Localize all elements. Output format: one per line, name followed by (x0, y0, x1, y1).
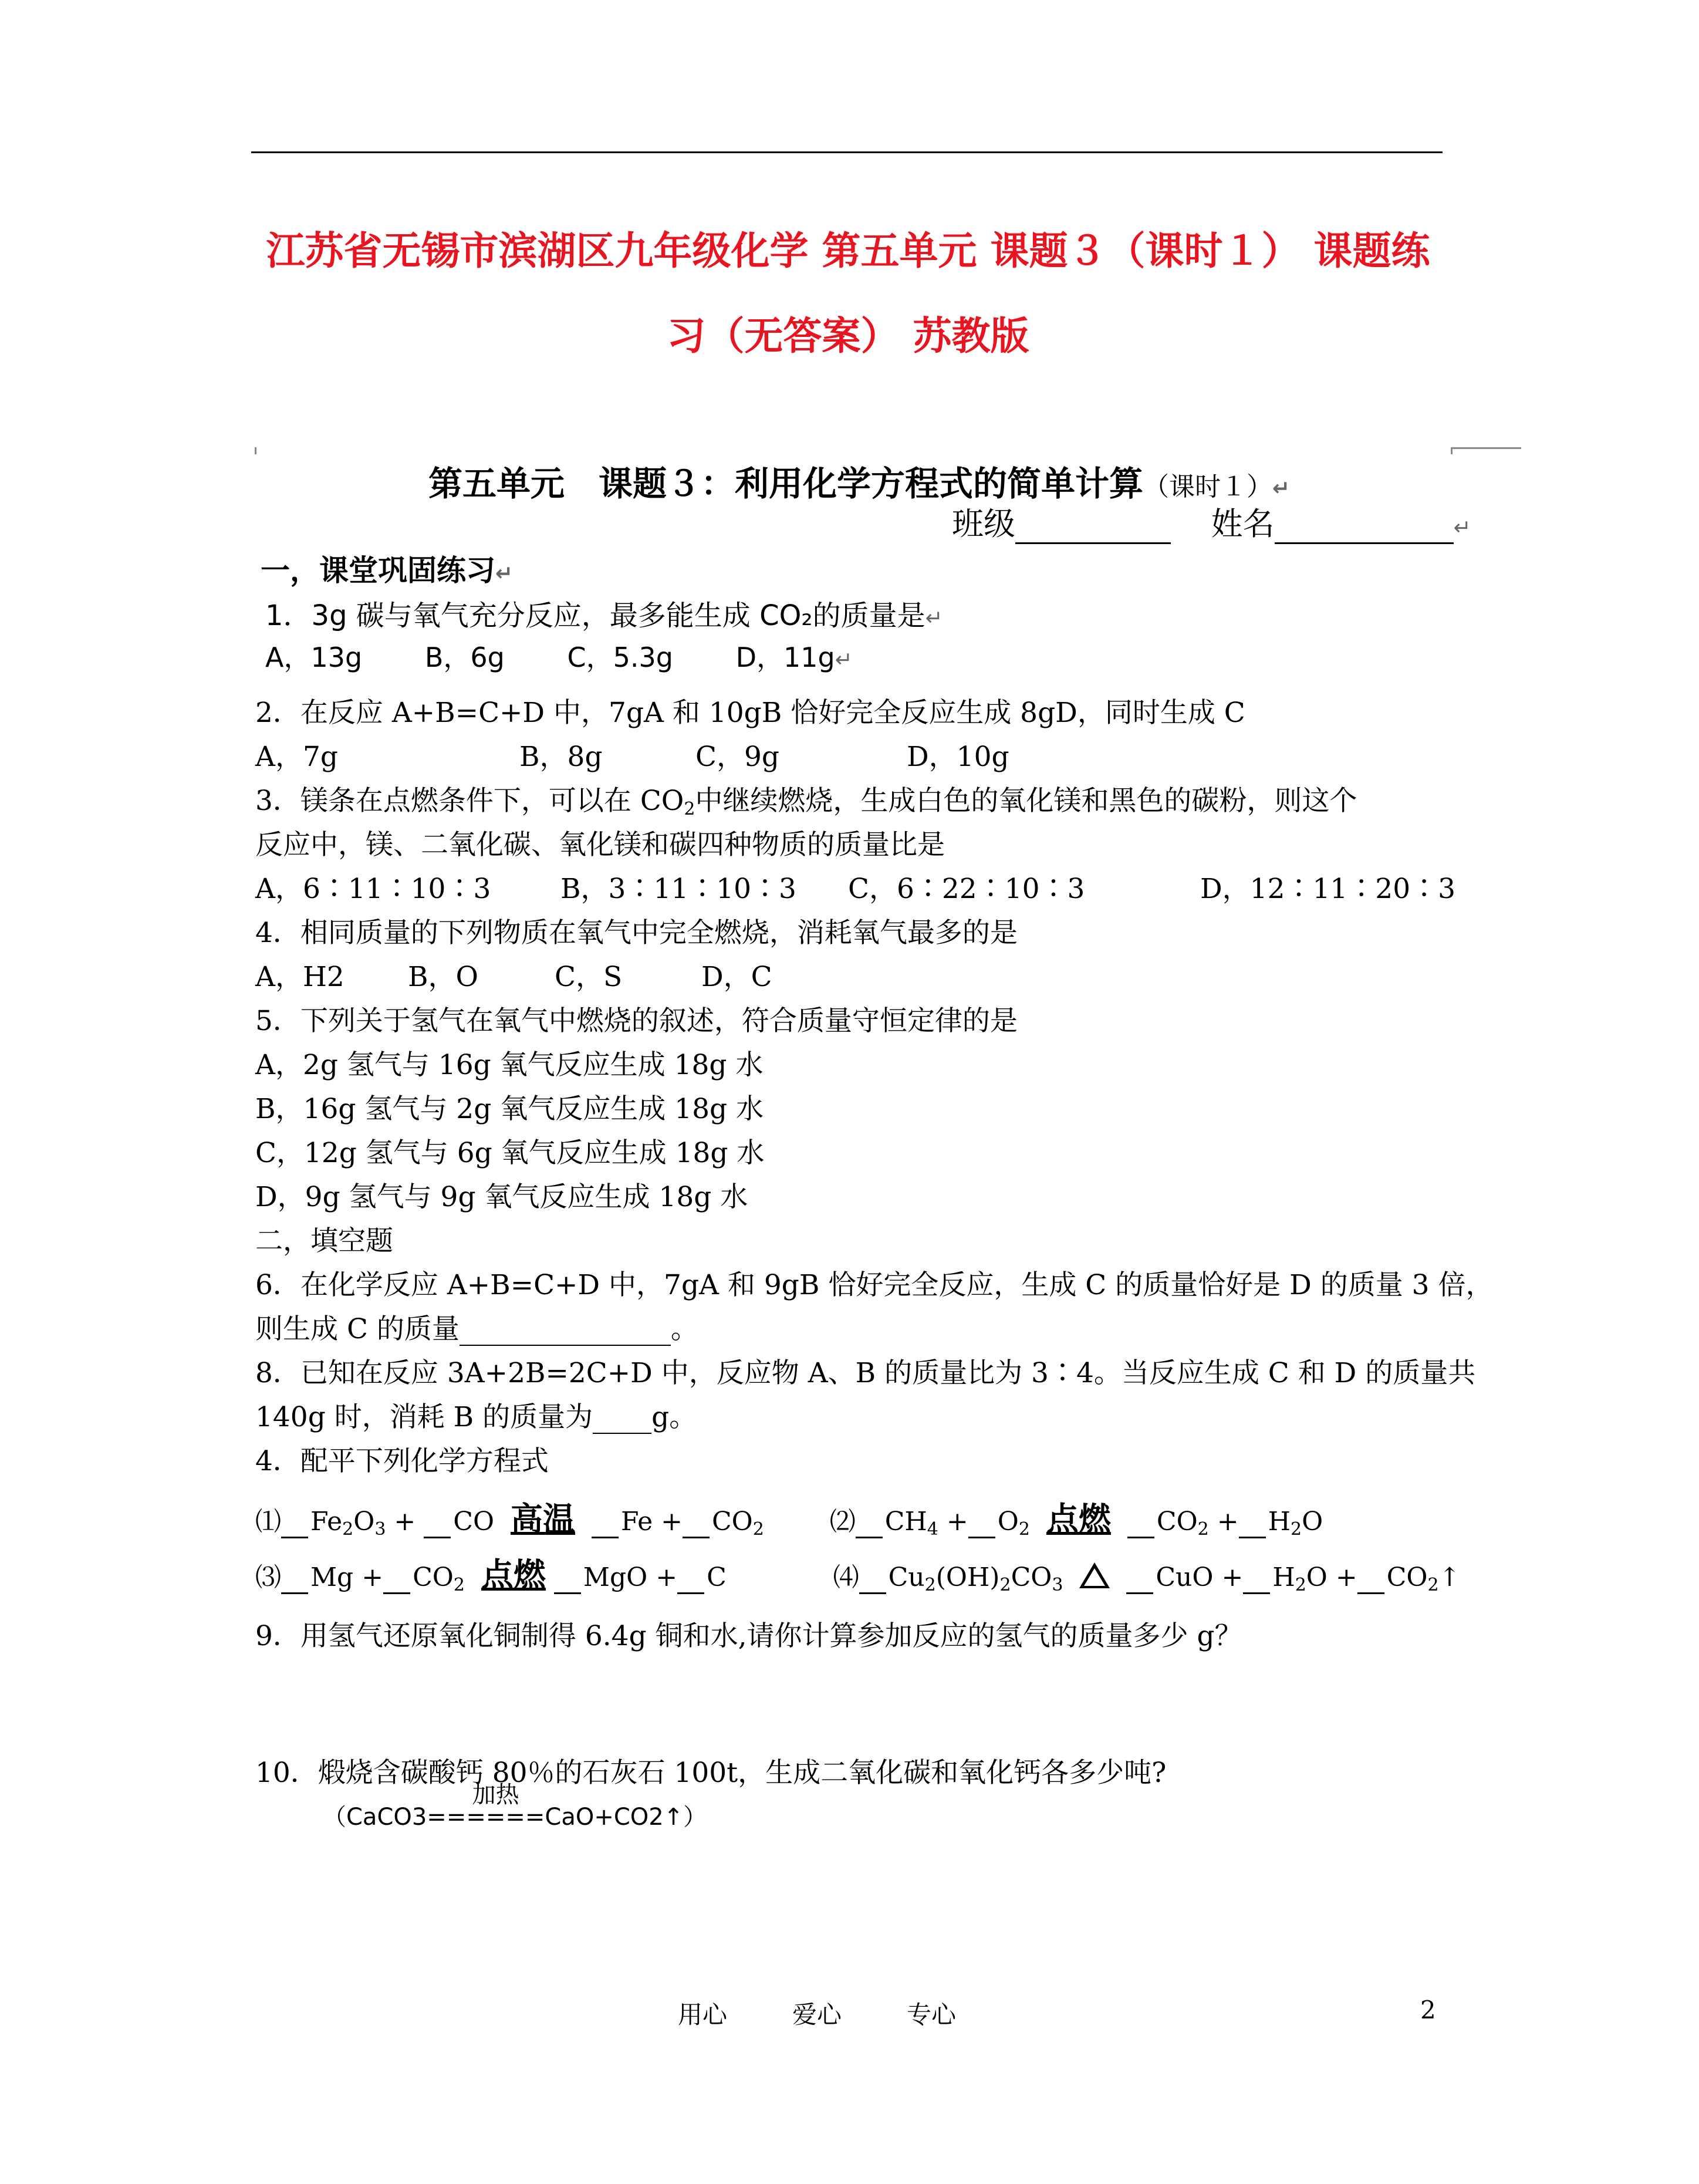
equation-row-1: ⑴ $Fe_2O_3$ + CO 高温 $Fe + CO_2$ ⑵ $CH_4 + O_2$ 点燃 $CO_2 + H_2O$ (255, 1500, 1323, 1540)
answer-blank (593, 1409, 651, 1434)
page-number: 2 (1420, 1996, 1436, 2024)
option-c: C，9g (695, 741, 779, 773)
embedded-worksheet-image (254, 447, 1521, 673)
option-a: A，H2 (255, 961, 344, 993)
option-b: B，O (408, 961, 479, 993)
question-1-text: 1．3g 碳与氧气充分反应，最多能生成 CO₂的质量是 (265, 599, 926, 632)
name-label: 姓名 (1211, 505, 1275, 542)
question-8-line2 (255, 1401, 697, 1434)
question-2-options (255, 741, 1009, 774)
return-mark-icon: ↵ (1272, 477, 1291, 501)
option-b: B，3∶11∶10∶3 (560, 873, 796, 905)
question-5-option-b: B，16g 氢气与 2g 氧气反应生成 18g 水 (255, 1093, 764, 1125)
document-title-line2: 习（无答案） 苏教版 (667, 313, 1029, 359)
worksheet-heading-lesson: （课时１） (1143, 472, 1273, 502)
equation-4-number: ⑷ (833, 1562, 859, 1592)
equation-right: CaO+CO2↑） (545, 1804, 707, 1831)
question-4: 4．相同质量的下列物质在氧气中完全燃烧，消耗氧气最多的是 (255, 917, 1018, 949)
question-5-option-c: C，12g 氢气与 6g 氧气反应生成 18g 水 (255, 1137, 765, 1169)
balance-equations-heading: 4．配平下列化学方程式 (255, 1445, 549, 1477)
question-2: 2．在反应 A+B=C+D 中，7gA 和 10gB 恰好完全反应生成 8gD，同时生成 C (255, 697, 1245, 729)
footer-item: 用心 (678, 2000, 728, 2029)
question-10-equation (323, 1781, 707, 1834)
answer-blank (460, 1321, 671, 1346)
question-6-text: 则生成 C 的质量 (255, 1313, 460, 1345)
question-1 (265, 593, 943, 633)
question-9: 9．用氢气还原氧化铜制得 6.4g 铜和水,请你计算参加反应的氢气的质量多少 g？ (255, 1620, 1242, 1652)
option-a: A，7g (255, 741, 338, 773)
corner-mark (255, 447, 262, 454)
class-name-fields (952, 499, 1471, 544)
class-label: 班级 (952, 505, 1015, 542)
question-3-line1 (255, 785, 1357, 818)
document-title-line1: 江苏省无锡市滨湖区九年级化学 第五单元 课题３（课时１） 课题练 (266, 228, 1430, 274)
condition-ignite: 点燃 (481, 1556, 546, 1594)
class-blank (1015, 516, 1171, 544)
corner-rule (1451, 447, 1521, 449)
equation-2-number: ⑵ (829, 1507, 856, 1537)
question-5: 5．下列关于氢气在氧气中燃烧的叙述，符合质量守恒定律的是 (255, 1005, 1018, 1037)
question-10: 10．煅烧含碳酸钙 80％的石灰石 100t，生成二氧化碳和氧化钙各多少吨? (255, 1757, 1167, 1789)
footer-item: 专心 (907, 2000, 957, 2029)
equation-left: （CaCO3= (323, 1804, 447, 1831)
question-8-text: 140g 时，消耗 B 的质量为 (255, 1401, 593, 1433)
question-8-end: g。 (651, 1401, 697, 1433)
equation-row-2: ⑶ $Mg + CO_2$ 点燃 MgO + C ⑷ $Cu_2(OH)_2CO_3$ CuO + $H_2O$ + $CO_2↑$ (255, 1556, 1461, 1595)
question-8-line1: 8．已知在反应 3A+2B=2C+D 中，反应物 A、B 的质量比为 3∶4。当反应生成 C 和 D 的质量共 (255, 1357, 1476, 1389)
option-d: D，10g (907, 741, 1009, 773)
question-6-line2 (255, 1313, 698, 1346)
condition-high-temp: 高温 (511, 1500, 576, 1538)
option-a: A，6∶11∶10∶3 (255, 873, 491, 905)
condition-heat: 加热 (472, 1781, 519, 1808)
worksheet-heading (428, 456, 1290, 505)
header-rule (251, 151, 1443, 153)
question-1-options (265, 636, 853, 675)
section-heading-text: 一，课堂巩固练习 (261, 553, 495, 588)
question-3-line2: 反应中，镁、二氧化碳、氧化镁和碳四种物质的质量比是 (255, 829, 945, 861)
option-d: D，C (701, 961, 772, 993)
option-c: C，S (555, 961, 623, 993)
heat-triangle-icon (1079, 1562, 1110, 1588)
name-blank (1275, 516, 1454, 544)
return-mark-icon: ↵ (835, 648, 853, 672)
heat-condition (446, 1781, 545, 1834)
section-heading-practice (261, 547, 513, 589)
question-3-options (255, 873, 1455, 906)
option-b: B，8g (519, 741, 603, 773)
question-1-options-text: A，13g B，6g C，5.3g D，11g (265, 642, 835, 673)
subscript: 2 (684, 799, 695, 819)
footer-item: 爱心 (792, 2000, 842, 2029)
question-6-line1: 6．在化学反应 A+B=C+D 中，7gA 和 9gB 恰好完全反应，生成 C 的质量恰好是 D 的质量 3 倍， (255, 1269, 1494, 1301)
section-heading-fill: 二，填空题 (255, 1225, 393, 1257)
condition-ignite: 点燃 (1046, 1500, 1111, 1538)
return-mark-icon: ↵ (1453, 516, 1471, 540)
question-5-option-d: D，9g 氢气与 9g 氧气反应生成 18g 水 (255, 1181, 748, 1213)
worksheet-heading-text: 第五单元 课题３：利用化学方程式的简单计算 (428, 464, 1144, 504)
equation-bar: ===== (446, 1804, 545, 1831)
return-mark-icon: ↵ (495, 562, 514, 586)
question-3-text: 3．镁条在点燃条件下，可以在 CO (255, 785, 684, 817)
option-d: D，12∶11∶20∶3 (1200, 873, 1456, 905)
question-6-end: 。 (670, 1313, 698, 1345)
question-3-text-rest: 中继续燃烧，生成白色的氧化镁和黑色的碳粉，则这个 (695, 785, 1357, 817)
question-5-option-a: A，2g 氢气与 16g 氧气反应生成 18g 水 (255, 1049, 764, 1081)
equation-1-number: ⑴ (255, 1507, 281, 1537)
question-4-options (255, 961, 772, 994)
equation-3-number: ⑶ (255, 1562, 281, 1592)
option-c: C，6∶22∶10∶3 (848, 873, 1085, 905)
return-mark-icon: ↵ (925, 606, 943, 630)
